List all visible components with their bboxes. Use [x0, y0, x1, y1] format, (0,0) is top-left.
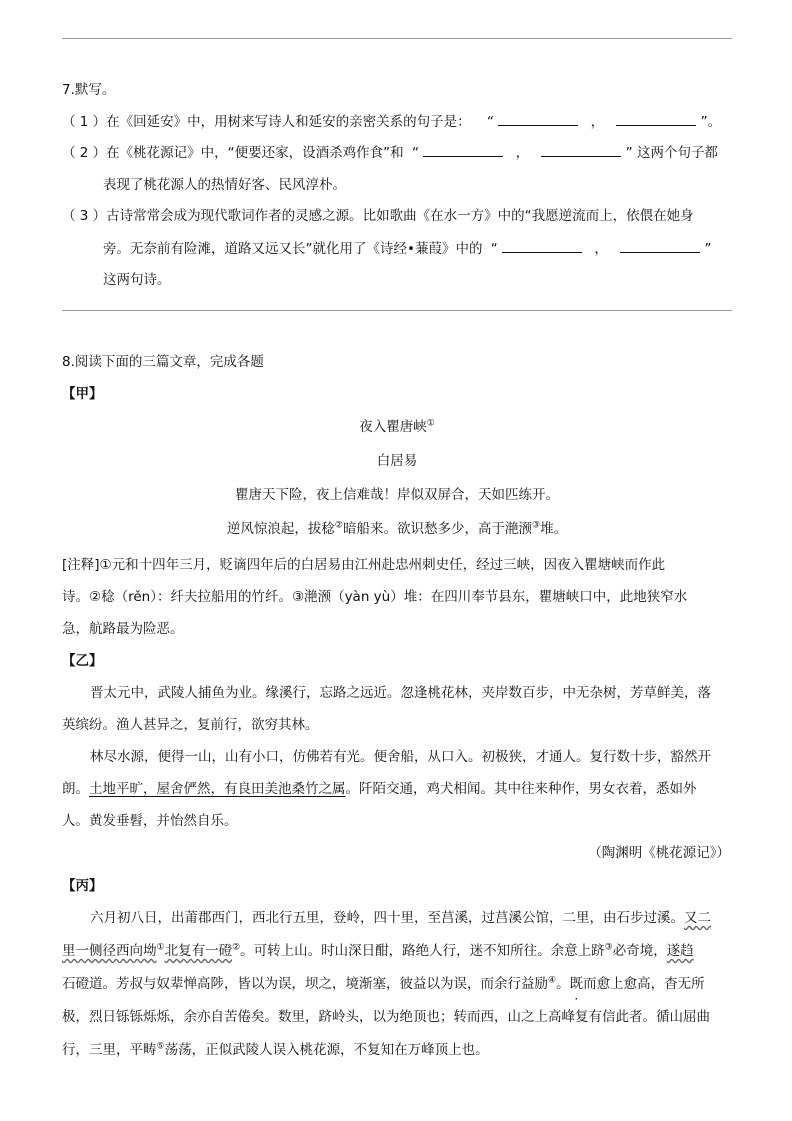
answer-blank[interactable] — [620, 239, 700, 253]
answer-blank[interactable] — [541, 143, 621, 157]
answer-blank[interactable] — [502, 239, 582, 253]
comma: ， — [515, 145, 530, 161]
q7-item-2-text: （ 2 ）在《桃花源记》中，“便要还家，设酒杀鸡作食”和 — [62, 145, 404, 161]
wavy-underlined-text: 遂趋 — [666, 943, 694, 959]
quote-close-period: ”。 — [700, 114, 722, 130]
section-label-yi: 【乙】 — [62, 653, 103, 669]
quote-close: ” — [704, 241, 712, 257]
yi-line-4 — [62, 780, 697, 798]
yi-line-1: 晋太元中，武陵人捕鱼为业。缘溪行，忘路之远近。忽逢桃花林，夹岸数百步，中无杂树，芳草鲜美，落 — [90, 685, 711, 701]
bing-line-3-b: 。 — [556, 976, 570, 992]
note-marker: ① — [156, 942, 165, 953]
bing-line-5-a: 行，三里，平畴 — [62, 1042, 157, 1058]
q7-item-3-text: 旁。无奈前有险滩，道路又远又长”就化用了《诗经•蒹葭》中的 — [103, 241, 483, 257]
q8-title: 8.阅读下面的三篇文章，完成各题 — [62, 354, 264, 370]
annotation-line-1: [注释]①元和十四年三月，贬谪四年后的白居易由江州赴忠州刺史任，经过三峡，因夜入瞿塘峡而作此 — [62, 557, 666, 573]
q7-item-2 — [62, 143, 718, 162]
quote-close: ” — [625, 145, 633, 161]
q7-item-3-cont — [103, 239, 711, 258]
quote-open: “ — [486, 114, 494, 130]
yi-line-3: 林尽水源，便得一山，山有小口，仿佛若有光。便舍船，从口入。初极狭，才通人。复行数十步，豁然开 — [90, 749, 711, 765]
bing-line-2-b: 。可转上山。时山深日酣，路绝人行，迷不知所往。余意上跻 — [240, 943, 605, 959]
bing-line-1 — [90, 909, 711, 927]
bing-line-4: 极，烈日铄铄烁烁，余亦自苦倦矣。数里，跻岭头，以为绝顶也；转而西，山之上高峰复有信此者。循山屈曲 — [62, 1009, 710, 1025]
q7-title: 7.默写。 — [62, 82, 116, 98]
note-marker: ③ — [532, 520, 541, 531]
note-marker: ① — [426, 418, 435, 429]
poem-title-text: 夜入瞿唐峡 — [359, 419, 427, 435]
poem-author: 白居易 — [376, 453, 418, 469]
annotation-line-3: 急，航路最为险恶。 — [62, 621, 184, 637]
poem-line-2-a: 逆风惊浪起，拔稔 — [226, 521, 335, 537]
wavy-underlined-text: 又二 — [684, 910, 711, 926]
poem-title — [62, 418, 732, 436]
bing-line-2 — [62, 942, 694, 960]
underlined-sentence: 土地平旷，屋舍俨然，有良田美池桑竹之属 — [89, 781, 346, 797]
yi-source: （陶渊明《桃花源记》） — [588, 845, 730, 861]
yi-line-2: 英缤纷。渔人甚异之，复前行，欲穷其林。 — [62, 717, 319, 733]
note-marker: ② — [334, 520, 343, 531]
wavy-underlined-text: 北复有一磴 — [164, 943, 233, 959]
q7-item-2-tail: 这两个句子都 — [636, 145, 718, 161]
q7-item-3-end: 这两句诗。 — [103, 272, 171, 288]
note-marker: ② — [232, 942, 241, 953]
section-divider — [62, 310, 732, 311]
answer-blank[interactable] — [423, 143, 503, 157]
bing-line-1-a: 六月初八日，出莆郡西门，西北行五里，登岭，四十里，至莒溪，过莒溪公馆，二里，由石步过溪。 — [90, 910, 684, 926]
q7-item-2-cont: 表现了桃花源人的热情好客、民风淳朴。 — [103, 177, 346, 193]
quote-open: “ — [411, 145, 419, 161]
note-marker: ⑤ — [156, 1041, 165, 1052]
q7-item-1 — [62, 112, 721, 131]
section-label-jia: 【甲】 — [62, 386, 103, 402]
poem-line-2-c: 堆。 — [540, 521, 568, 537]
q7-item-3: （ 3 ）古诗常常会成为现代歌词作者的灵感之源。比如歌曲《在水一方》中的“我愿逆流而上，依偎在她身 — [62, 208, 694, 224]
q7-item-1-text: （ 1 ）在《回延安》中，用树来写诗人和延安的亲密关系的句子是： — [62, 114, 471, 130]
answer-blank[interactable] — [498, 112, 578, 126]
bing-line-3-c: 而愈上愈高，杳无所 — [583, 976, 705, 992]
bing-line-3-a: 石磴道。芳叔与奴辈惮高陟，皆以为误，坝之，境渐塞，彼益以为误，而余行益励 — [62, 976, 548, 992]
note-marker: ④ — [548, 975, 557, 986]
bing-line-5-b: 荡荡，正似武陵人误入桃花源，不复知在万峰顶上也。 — [164, 1042, 489, 1058]
bing-line-3 — [62, 975, 705, 993]
yi-line-4-a: 朗。 — [62, 781, 89, 797]
poem-line-2-b: 暗船来。欲识愁多少，高于滟滪 — [343, 521, 532, 537]
comma: ， — [590, 114, 605, 130]
bing-line-5 — [62, 1041, 489, 1059]
poem-line-2 — [62, 520, 732, 538]
yi-line-5: 人。黄发垂髫，并怡然自乐。 — [62, 813, 238, 829]
top-divider — [62, 38, 732, 39]
poem-line-1: 瞿唐天下险，夜上信难哉！岸似双屏合，天如匹练开。 — [235, 487, 559, 503]
section-label-bing: 【丙】 — [62, 878, 103, 894]
answer-blank[interactable] — [616, 112, 696, 126]
comma: ， — [594, 241, 608, 257]
yi-line-4-b: 。阡陌交通，鸡犬相闻。其中往来种作，男女衣着，悉如外 — [345, 781, 697, 797]
dotted-character: 既 — [569, 976, 584, 992]
annotation-line-2: 诗。②稔（rěn）：纤夫拉船用的竹纤。③滟滪（yàn yù）堆：在四川奉节县东，瞿塘峡口中，此地狭窄水 — [62, 589, 688, 605]
note-marker: ③ — [604, 942, 613, 953]
bing-line-2-c: 必奇境， — [612, 943, 667, 959]
wavy-underlined-text: 里一侧径西向坳 — [62, 943, 157, 959]
quote-open: “ — [490, 241, 498, 257]
